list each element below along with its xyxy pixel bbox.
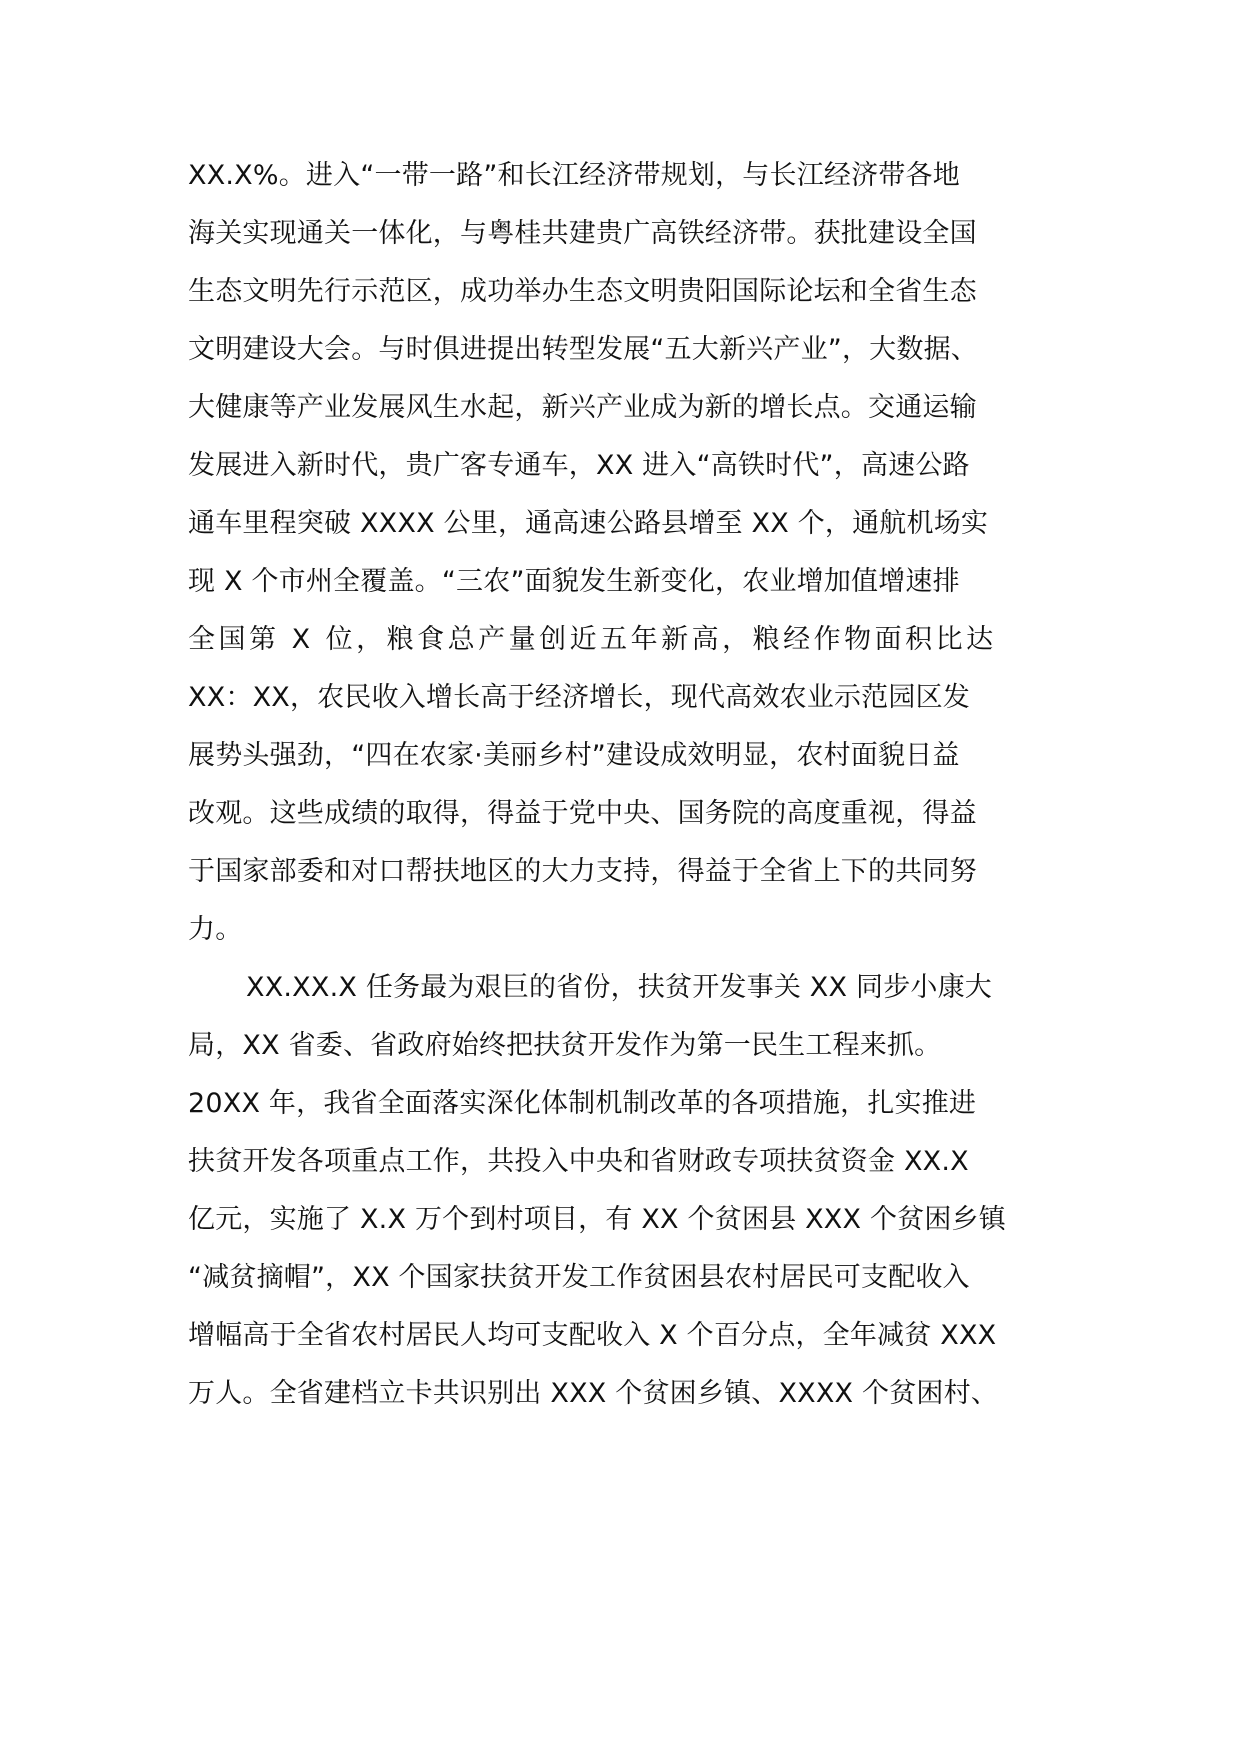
text-line: 海关实现通关一体化，与粤桂共建贵广高铁经济带。获批建设全国 [188,218,977,249]
text-line: 发展进入新时代，贵广客专通车，XX 进入“高铁时代”，高速公路 [188,450,970,481]
text-line: 全国第 X 位，粮食总产量创近五年新高，粮经作物面积比达 [188,624,997,655]
text-line: 生态文明先行示范区，成功举办生态文明贵阳国际论坛和全省生态 [188,276,977,307]
text-line: XX.XX.X 任务最为艰巨的省份，扶贫开发事关 XX 同步小康大 [246,972,992,1003]
text-line: XX.X%。进入“一带一路”和长江经济带规划，与长江经济带各地 [188,160,960,191]
text-line: 改观。这些成绩的取得，得益于党中央、国务院的高度重视，得益 [188,798,977,829]
text-line: 通车里程突破 XXXX 公里，通高速公路县增至 XX 个，通航机场实 [188,508,989,539]
text-line: 局，XX 省委、省政府始终把扶贫开发作为第一民生工程来抓。 [188,1030,942,1061]
text-line: 亿元，实施了 X.X 万个到村项目，有 XX 个贫困县 XXX 个贫困乡镇 [188,1204,1006,1235]
text-line: 文明建设大会。与时俱进提出转型发展“五大新兴产业”，大数据、 [188,334,978,365]
text-line: 力。 [188,914,243,945]
text-line: 展势头强劲，“四在农家·美丽乡村”建设成效明显，农村面貌日益 [188,740,960,771]
text-line: 增幅高于全省农村居民人均可支配收入 X 个百分点，全年减贫 XXX [188,1320,997,1351]
text-line: 20XX 年，我省全面落实深化体制机制改革的各项措施，扎实推进 [188,1088,977,1119]
text-line: 大健康等产业发展风生水起，新兴产业成为新的增长点。交通运输 [188,392,977,423]
text-line: 于国家部委和对口帮扶地区的大力支持，得益于全省上下的共同努 [188,856,977,887]
text-line: 现 X 个市州全覆盖。“三农”面貌发生新变化，农业增加值增速排 [188,566,960,597]
text-line: 万人。全省建档立卡共识别出 XXX 个贫困乡镇、XXXX 个贫困村、 [188,1378,999,1409]
text-line: “减贫摘帽”，XX 个国家扶贫开发工作贫困县农村居民可支配收入 [188,1262,970,1293]
text-line: XX：XX，农民收入增长高于经济增长，现代高效农业示范园区发 [188,682,970,713]
text-line: 扶贫开发各项重点工作，共投入中央和省财政专项扶贫资金 XX.X [188,1146,969,1177]
